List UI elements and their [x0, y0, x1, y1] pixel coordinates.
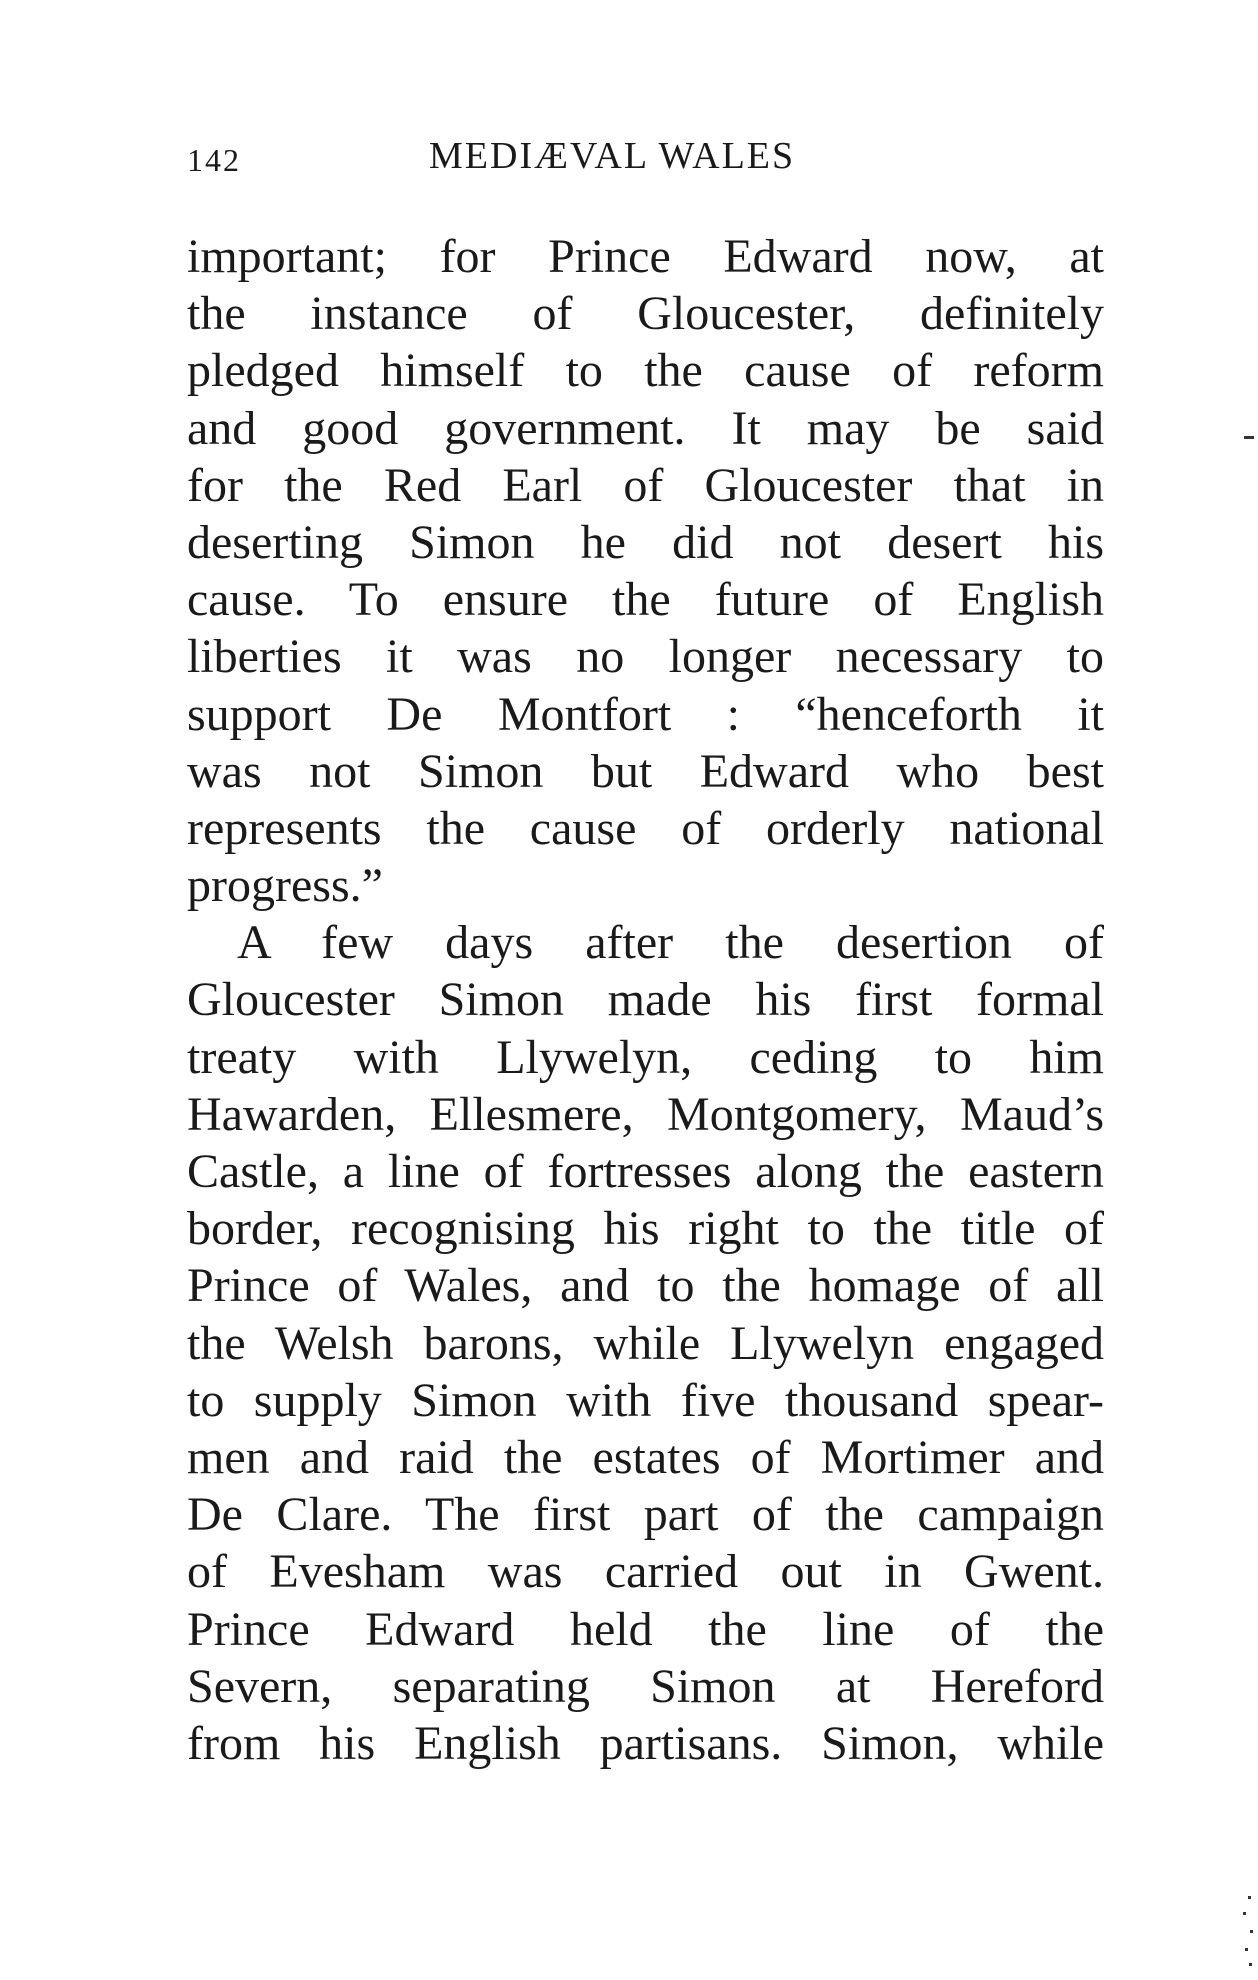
text-line: De Clare. The first part of the campaign	[187, 1488, 1104, 1542]
text-line: and good government. It may be said	[187, 401, 1104, 455]
text-line: Prince Edward held the line of the	[187, 1602, 1104, 1656]
text-line: cause. To ensure the future of English	[187, 573, 1104, 627]
text-line: progress.”	[187, 859, 383, 913]
scan-artifact-mark	[1244, 436, 1254, 439]
text-line: support De Montfort : “henceforth it	[187, 687, 1104, 741]
text-line: Severn, separating Simon at Hereford	[187, 1659, 1104, 1713]
body-text	[187, 228, 1104, 1772]
text-line: Prince of Wales, and to the homage of all	[187, 1259, 1104, 1313]
text-line: men and raid the estates of Mortimer and	[187, 1430, 1104, 1484]
text-line: represents the cause of orderly national	[187, 801, 1104, 855]
text-line: deserting Simon he did not desert his	[187, 515, 1104, 569]
paragraph	[187, 228, 1104, 914]
text-line: treaty with Llywelyn, ceding to him	[187, 1030, 1104, 1084]
text-line: border, recognising his right to the title of	[187, 1202, 1104, 1256]
scan-artifact-dot	[1245, 1948, 1248, 1951]
text-line: for the Red Earl of Gloucester that in	[187, 458, 1104, 512]
scan-artifact-dot	[1249, 1963, 1252, 1966]
text-line: the instance of Gloucester, definitely	[187, 287, 1104, 341]
text-line: A few days after the desertion of	[237, 916, 1104, 970]
scan-artifact-dot	[1243, 1912, 1246, 1915]
text-line: important; for Prince Edward now, at	[187, 230, 1104, 283]
text-line: of Evesham was carried out in Gwent.	[187, 1545, 1104, 1599]
text-line: Hawarden, Ellesmere, Montgomery, Maud’s	[187, 1087, 1104, 1141]
page-number: 142	[187, 142, 241, 178]
paragraph	[187, 914, 1104, 1772]
text-line: Gloucester Simon made his first formal	[187, 973, 1104, 1027]
scan-artifact-dot	[1248, 1896, 1251, 1899]
text-line: Castle, a line of fortresses along the eastern	[187, 1145, 1104, 1198]
text-line: to supply Simon with five thousand spear-	[187, 1373, 1104, 1427]
scan-artifact-dot	[1250, 1930, 1253, 1933]
text-line: the Welsh barons, while Llywelyn engaged	[187, 1316, 1104, 1370]
running-title: MEDIÆVAL WALES	[429, 135, 796, 177]
running-head	[187, 134, 1104, 184]
text-line: pledged himself to the cause of reform	[187, 344, 1104, 398]
text-line: liberties it was no longer necessary to	[187, 630, 1104, 684]
text-line: from his English partisans. Simon, while	[187, 1716, 1104, 1770]
text-line: was not Simon but Edward who best	[187, 744, 1104, 798]
